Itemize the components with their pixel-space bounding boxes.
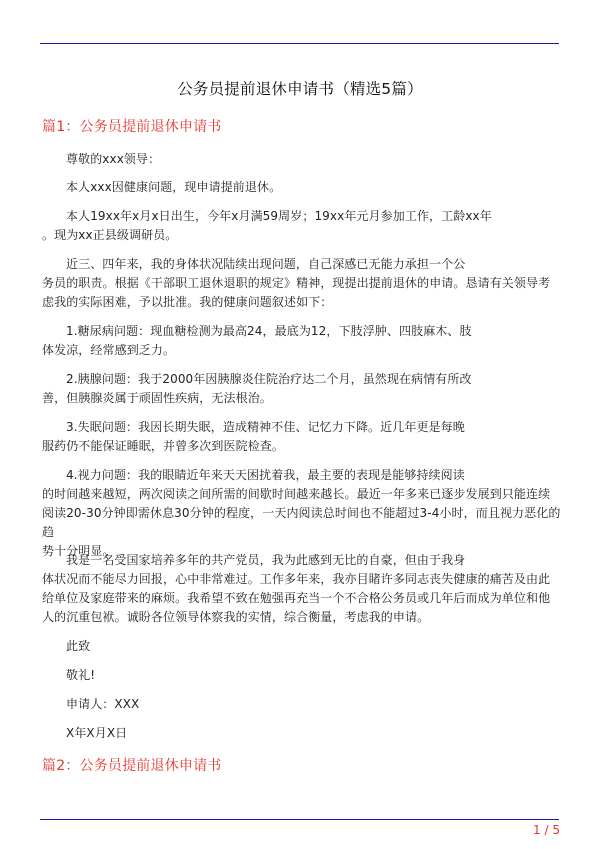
paragraph-insomnia xyxy=(42,418,562,456)
closing-line-2: 敬礼! xyxy=(66,668,96,682)
paragraph-pancreas xyxy=(42,370,562,408)
paragraph-vision xyxy=(42,466,562,561)
paragraph-text: 3.失眠问题：我因长期失眠，造成精神不佳、记忆力下降。近几年更是每晚 服药仍不能保证睡眠，并曾多次到医院检查。 xyxy=(42,420,465,453)
paragraph-conclusion xyxy=(42,551,562,627)
paragraph-text: 1.糖尿病问题：现血糖检测为最高24，最底为12，下肢浮肿、四肢麻木、肢 体发凉，经常感到乏力。 xyxy=(42,324,472,357)
paragraph-intro: 本人xxx因健康问题，现申请提前退休。 xyxy=(66,180,282,194)
document-title: 公务员提前退休申请书（精选5篇） xyxy=(177,80,423,98)
paragraph-personal-info xyxy=(42,207,562,245)
paragraph-text: 4.视力问题：我的眼睛近年来天天困扰着我，最主要的表现是能够持续阅读 的时间越来越短，两次阅读之间所需的间歇时间越来越长。最近一年多来已逐步发展到只能连续 阅读20-30分钟即需休息30分钟的程度，一天内阅读总时间也不能超过3-4小时，而且视力恶化的趋 势十分明显。 xyxy=(42,468,561,558)
paragraph-text: 2.胰腺问题：我于2000年因胰腺炎住院治疗达二个月，虽然现在病情有所改 善，但胰腺炎属于顽固性疾病，无法根治。 xyxy=(42,372,472,405)
applicant-signature: 申请人：XXX xyxy=(66,697,140,711)
footer-rule xyxy=(40,819,559,820)
paragraph-diabetes xyxy=(42,322,562,360)
header-rule xyxy=(40,43,559,44)
page-number: 1 / 5 xyxy=(533,823,560,837)
paragraph-text: 本人19xx年x月x日出生，今年x月满59周岁；19xx年元月参加工作，工龄xx年 。现为xx正县级调研员。 xyxy=(42,209,492,242)
section-heading-2: 篇2：公务员提前退休申请书 xyxy=(42,758,222,774)
closing-line-1: 此致 xyxy=(66,639,91,653)
paragraph-health-overview xyxy=(42,255,562,312)
section-heading-1: 篇1：公务员提前退休申请书 xyxy=(42,119,222,135)
paragraph-text: 近三、四年来，我的身体状况陆续出现问题，自己深感已无能力承担一个公 务员的职责。根据《干部职工退休退职的规定》精神，现提出提前退休的申请。恳请有关领导考 虑我的实际困难，予以批准。我的健康问题叙述如下： xyxy=(42,257,551,309)
paragraph-text: 我是一名受国家培养多年的共产党员，我为此感到无比的自豪，但由于我身 体状况而不能尽力回报，心中非常难过。工作多年来，我亦目睹许多同志丧失健康的痛苦及由此 给单位及家庭带来的麻烦。我希望不致在勉强再充当一个不合格公务员或几年后而成为单位和他 人的沉重包袱。诚盼各位领导体察我的实情，综合衡量，考虑我的申请。 xyxy=(42,553,551,624)
letter-date: X年X月X日 xyxy=(66,726,128,740)
salutation: 尊敬的xxx领导： xyxy=(66,152,161,166)
